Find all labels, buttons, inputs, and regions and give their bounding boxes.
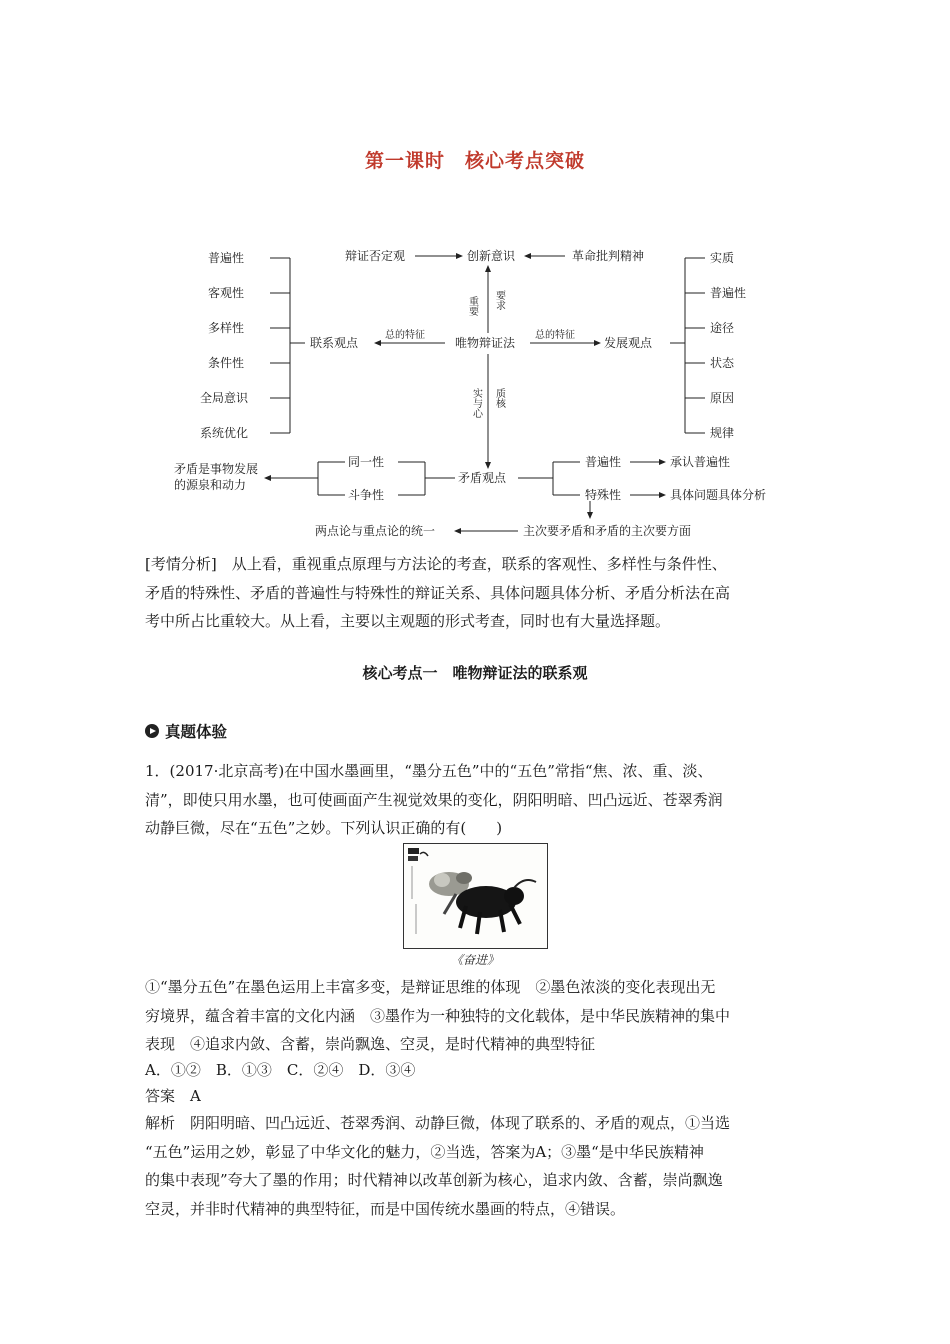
left-item-3: 多样性 <box>208 321 245 335</box>
essence-col1: 实与心 <box>470 388 482 418</box>
explanation-line-4: 空灵，并非时代精神的典型特征，而是中国传统水墨画的特点，④错误。 <box>145 1199 626 1218</box>
answer-options: A．①② B．①③ C．②④ D．③④ <box>145 1061 416 1079</box>
develop-view: 发展观点 <box>604 336 653 350</box>
struggle: 斗争性 <box>348 488 385 502</box>
concept-diagram <box>160 238 800 548</box>
question-stem <box>145 757 810 843</box>
innovation-awareness: 创新意识 <box>467 249 516 263</box>
identity: 同一性 <box>348 455 385 469</box>
left-item-6: 系统优化 <box>200 426 249 440</box>
primary-secondary: 主次要矛盾和矛盾的主次要方面 <box>523 524 692 538</box>
revolutionary-critical-spirit: 革命批判精神 <box>572 249 645 263</box>
ink-ox-illustration <box>404 844 547 948</box>
important-req-col2: 要求 <box>493 290 505 310</box>
left-item-1: 普遍性 <box>208 251 245 265</box>
edge-label-left: 总的特征 <box>385 330 425 341</box>
right-item-3: 途径 <box>710 321 735 335</box>
statement-line-3: 表现 ④追求内敛、含蓄，崇尚飘逸、空灵，是时代精神的典型特征 <box>145 1035 596 1053</box>
concrete-analysis: 具体问题具体分析 <box>670 488 767 502</box>
contradiction-view: 矛盾观点 <box>458 471 507 485</box>
real-exam-label: 真题体验 <box>165 723 228 741</box>
question-line-1: 1．(2017·北京高考)在中国水墨画里，“墨分五色”中的“五色”常指“焦、浓、重、淡、 <box>145 762 713 780</box>
ink-painting-figure <box>403 843 548 949</box>
section-heading: 核心考点一 唯物辩证法的联系观 <box>362 664 588 682</box>
real-exam-header <box>145 720 227 742</box>
statements <box>145 973 810 1059</box>
page-title: 第一课时 核心考点突破 <box>364 150 585 172</box>
two-point-theory: 两点论与重点论的统一 <box>315 524 436 538</box>
essence-col2: 质核 <box>493 388 505 408</box>
play-icon <box>145 724 159 738</box>
analysis-line-3: 考中所占比重较大。从上看，主要以主观题的形式考查，同时也有大量选择题。 <box>145 612 671 630</box>
right-item-4: 状态 <box>710 356 735 370</box>
statement-line-1: ①“墨分五色”在墨色运用上丰富多变，是辩证思维的体现 ②墨色浓淡的变化表现出无 <box>145 978 716 996</box>
source-line-1: 矛盾是事物发展 <box>174 462 259 476</box>
right-item-5: 原因 <box>710 391 735 405</box>
question-line-2: 清”，即使只用水墨，也可使画面产生视觉效果的变化，阴阳明暗、凹凸远近、苍翠秀润 <box>145 790 723 809</box>
statement-line-2: 穷境界，蕴含着丰富的文化内涵 ③墨作为一种独特的文化载体，是中华民族精神的集中 <box>145 1006 731 1025</box>
particularity: 特殊性 <box>585 488 622 502</box>
explanation-line-2: “五色”运用之妙，彰显了中华文化的魅力，②当选，答案为A；③墨“是中华民族精神 <box>145 1142 704 1161</box>
dialectical-negation: 辩证否定观 <box>345 249 406 263</box>
explanation-line-1: 解析 阴阳明暗、凹凸远近、苍翠秀润、动静巨微，体现了联系的、矛盾的观点，①当选 <box>145 1114 731 1132</box>
right-item-1: 实质 <box>710 251 735 265</box>
link-view: 联系观点 <box>310 336 359 350</box>
universality: 普遍性 <box>585 455 622 469</box>
edge-label-right: 总的特征 <box>535 330 575 341</box>
left-item-2: 客观性 <box>208 286 245 300</box>
question-line-3: 动静巨微，尽在“五色”之妙。下列认识正确的有( ) <box>145 819 503 837</box>
right-item-2: 普遍性 <box>710 286 747 300</box>
right-item-6: 规律 <box>710 426 735 440</box>
explanation <box>145 1109 810 1223</box>
important-req-col1: 重要 <box>466 296 478 316</box>
source-line-2: 的源泉和动力 <box>174 478 247 492</box>
left-item-5: 全局意识 <box>200 391 249 405</box>
left-item-4: 条件性 <box>208 356 245 370</box>
admit-universality: 承认普遍性 <box>670 455 731 469</box>
analysis-line-2: 矛盾的特殊性、矛盾的普遍性与特殊性的辩证关系、具体问题具体分析、矛盾分析法在高 <box>145 583 731 602</box>
exam-analysis <box>145 550 810 636</box>
answer: 答案 A <box>145 1087 201 1105</box>
figure-caption: 《奋进》 <box>450 953 499 967</box>
explanation-line-3: 的集中表现”夸大了墨的作用；时代精神以改革创新为核心，追求内敛、含蓄，崇尚飘逸 <box>145 1171 723 1189</box>
analysis-line-1: [考情分析] 从上看，重视重点原理与方法论的考查，联系的客观性、多样性与条件性、 <box>145 555 727 573</box>
materialist-dialectics: 唯物辩证法 <box>455 336 516 350</box>
